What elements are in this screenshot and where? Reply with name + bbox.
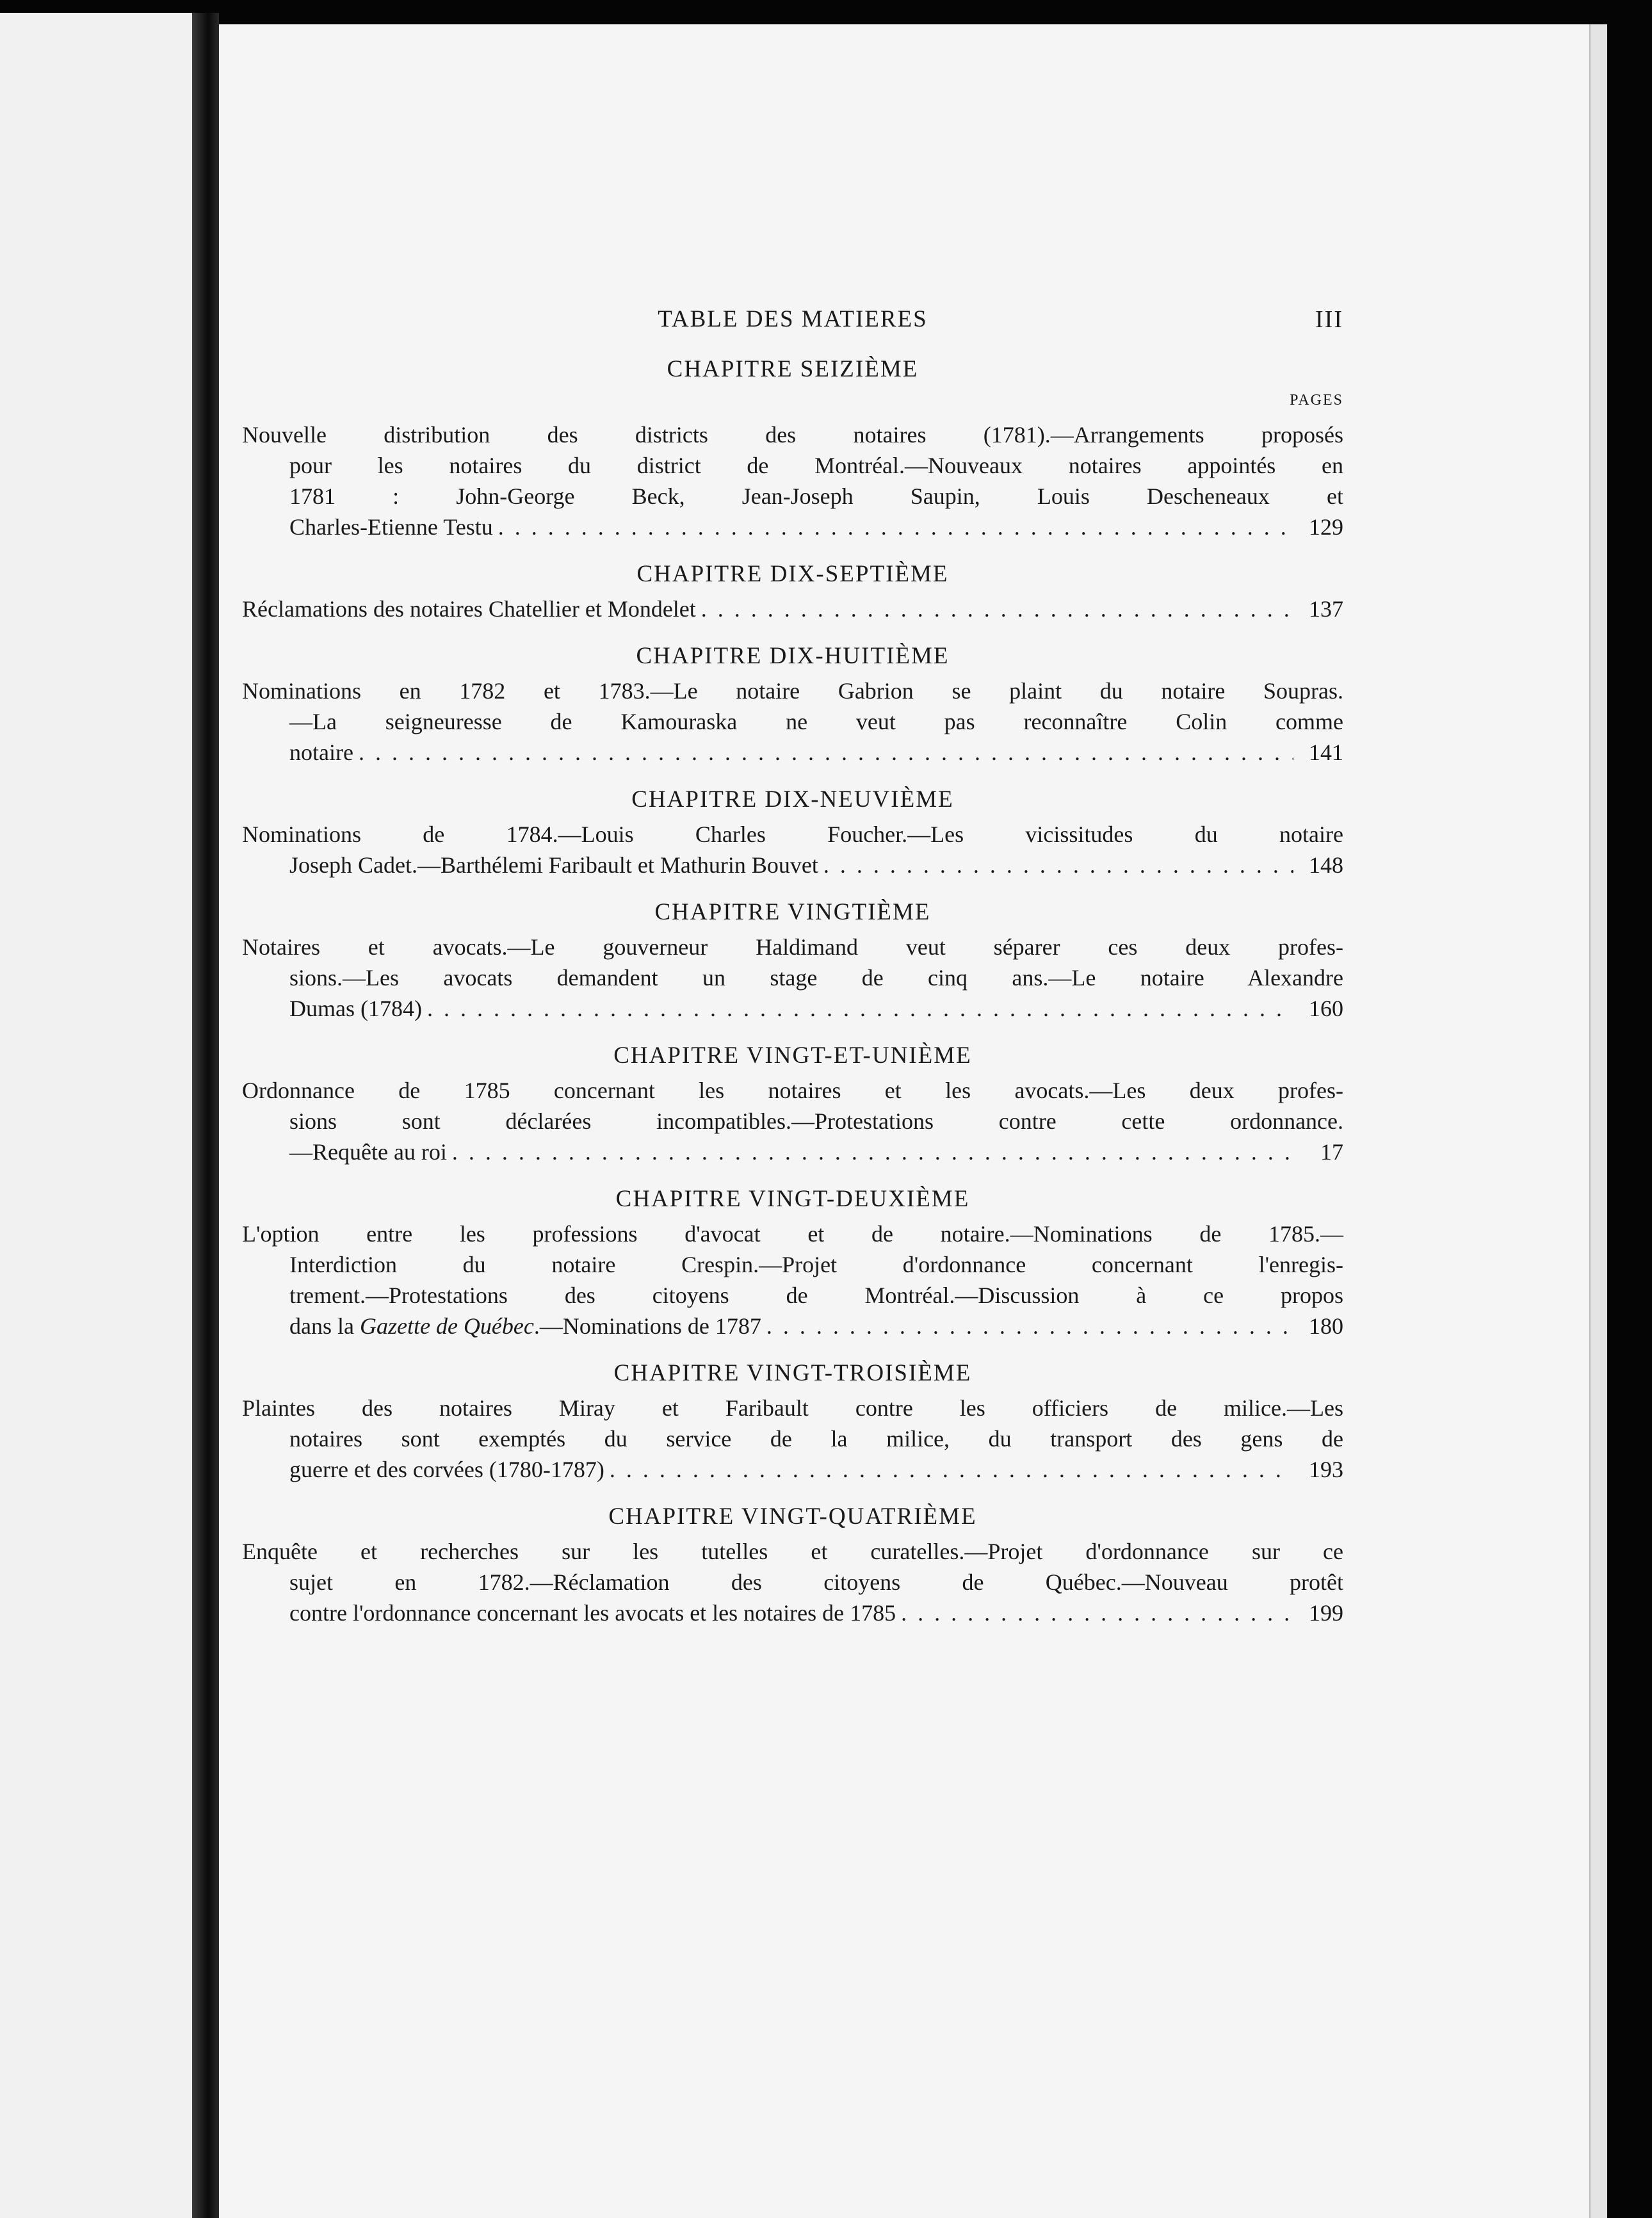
chapter-heading: CHAPITRE VINGT-ET-UNIÈME: [613, 1042, 972, 1069]
toc-entry: [242, 419, 1343, 542]
page-title: TABLE DES MATIERES: [658, 306, 928, 332]
page-reference: 160: [1309, 996, 1343, 1021]
dot-leader: [452, 1137, 1293, 1167]
entry-last-line: [242, 1454, 1343, 1485]
chapter-heading: CHAPITRE DIX-HUITIÈME: [636, 643, 950, 669]
entry-last-line: [242, 1598, 1343, 1628]
pages-column-label: PAGES: [1290, 392, 1343, 409]
entry-last-line: [242, 1137, 1343, 1167]
page-reference: 193: [1309, 1457, 1343, 1482]
entry-text: Réclamations des notaires Chatellier et Mondelet: [242, 596, 696, 622]
entry-line: Nominations en 1782 et 1783.—Le notaire Gabrion se plaint du notaire Soupras.: [242, 678, 1343, 704]
entry-line: trement.—Protestations des citoyens de Montréal.—Discussion à ce propos: [289, 1283, 1343, 1308]
page-reference: 141: [1309, 740, 1343, 765]
dot-leader: [823, 850, 1293, 880]
chapter-heading: CHAPITRE DIX-SEPTIÈME: [636, 561, 949, 587]
entry-line: sions sont déclarées incompatibles.—Protestations contre cette ordonnance.: [289, 1108, 1343, 1134]
toc-entry: [242, 1393, 1343, 1485]
toc-entry: [242, 1075, 1343, 1167]
chapter-heading: CHAPITRE DIX-NEUVIÈME: [631, 786, 954, 813]
entry-last-line: [242, 737, 1343, 768]
toc-entry: [242, 1218, 1343, 1341]
entry-last-line: [242, 512, 1343, 542]
entry-line: notaires sont exemptés du service de la milice, du transport des gens de: [289, 1426, 1343, 1452]
entry-line: 1781 : John-George Beck, Jean-Joseph Saupin, Louis Descheneaux et: [289, 483, 1343, 509]
entry-line: pour les notaires du district de Montréal.—Nouveaux notaires appointés en: [289, 453, 1343, 478]
entry-last-line: [242, 850, 1343, 880]
entry-line: Nominations de 1784.—Louis Charles Foucher.—Les vicissitudes du notaire: [242, 822, 1343, 847]
running-head: [242, 304, 1343, 343]
entry-text-suffix: .—Nominations de 1787: [533, 1313, 761, 1339]
toc-entry: [242, 819, 1343, 880]
dot-leader: [766, 1311, 1293, 1341]
entry-line: Enquête et recherches sur les tutelles et curatelles.—Projet d'ordonnance sur ce: [242, 1539, 1343, 1564]
page-reference: 148: [1309, 852, 1343, 878]
toc-entry: [242, 932, 1343, 1024]
entry-line: sujet en 1782.—Réclamation des citoyens de Québec.—Nouveau protêt: [289, 1569, 1343, 1595]
entry-text-prefix: dans la: [289, 1313, 360, 1339]
page-reference: 180: [1309, 1313, 1343, 1339]
entry-line: Nouvelle distribution des districts des notaires (1781).—Arrangements proposés: [242, 422, 1343, 448]
entry-text: Joseph Cadet.—Barthélemi Faribault et Mathurin Bouvet: [289, 852, 818, 878]
chapter-heading: CHAPITRE VINGT-DEUXIÈME: [615, 1186, 970, 1212]
toc-entry: [242, 594, 1343, 624]
newspaper-title: Gazette de Québec: [359, 1313, 534, 1339]
dot-leader: [610, 1454, 1293, 1485]
dot-leader: [427, 993, 1293, 1024]
page-reference: 199: [1309, 1600, 1343, 1626]
entry-last-line: [242, 993, 1343, 1024]
entry-line: Interdiction du notaire Crespin.—Projet d'ordonnance concernant l'enregis-: [289, 1252, 1343, 1277]
entry-line: Plaintes des notaires Miray et Faribault contre les officiers de milice.—Les: [242, 1395, 1343, 1421]
entry-line: sions.—Les avocats demandent un stage de cinq ans.—Le notaire Alexandre: [289, 965, 1343, 991]
page-number: III: [1315, 306, 1343, 333]
dot-leader: [701, 594, 1293, 624]
dot-leader: [359, 737, 1293, 768]
entry-line: —La seigneuresse de Kamouraska ne veut pas reconnaître Colin comme: [289, 709, 1343, 734]
entry-last-line: [242, 594, 1343, 624]
entry-line: L'option entre les professions d'avocat et de notaire.—Nominations de 1785.—: [242, 1221, 1343, 1247]
chapter-heading: CHAPITRE SEIZIÈME: [667, 356, 919, 382]
page-reference: 137: [1309, 596, 1343, 622]
entry-text: contre l'ordonnance concernant les avocats et les notaires de 1785: [289, 1600, 896, 1626]
entry-text: [289, 1311, 761, 1341]
chapter-heading: CHAPITRE VINGTIÈME: [654, 899, 931, 925]
book-gutter: [192, 13, 219, 2218]
page-reference: 129: [1309, 514, 1343, 540]
entry-text: —Requête au roi: [289, 1139, 447, 1165]
entry-text: Charles-Etienne Testu: [289, 514, 493, 540]
entry-text: guerre et des corvées (1780-1787): [289, 1457, 604, 1482]
entry-text: Dumas (1784): [289, 996, 422, 1021]
chapter-heading: CHAPITRE VINGT-TROISIÈME: [613, 1360, 972, 1386]
dot-leader: [498, 512, 1293, 542]
page-reference: 17: [1320, 1139, 1343, 1165]
table-of-contents: [242, 304, 1343, 1645]
toc-entry: [242, 1536, 1343, 1628]
page-edge: [1589, 24, 1607, 2218]
toc-entry: [242, 676, 1343, 768]
entry-line: Notaires et avocats.—Le gouverneur Haldimand veut séparer ces deux profes-: [242, 934, 1343, 960]
chapter-heading: CHAPITRE VINGT-QUATRIÈME: [608, 1503, 977, 1530]
entry-last-line: [242, 1311, 1343, 1341]
entry-text: notaire: [289, 740, 353, 765]
chapter-list: [242, 354, 1343, 1628]
entry-line: Ordonnance de 1785 concernant les notaires et les avocats.—Les deux profes-: [242, 1078, 1343, 1103]
dot-leader: [901, 1598, 1293, 1628]
left-page-edge: [0, 13, 192, 2218]
